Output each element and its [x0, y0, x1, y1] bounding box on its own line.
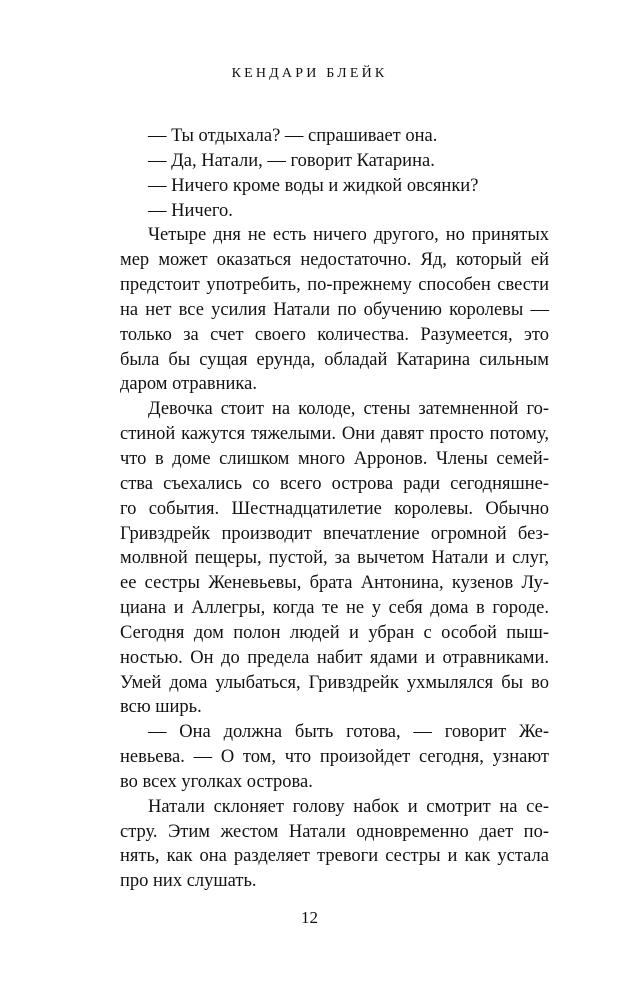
text-line: го события. Шестнадцатилетие королевы. Обычно: [120, 498, 549, 519]
text-line: — Ничего.: [148, 200, 233, 221]
text-line: — Ты отдыхала? — спрашивает она.: [148, 126, 438, 146]
text-line: во всех уголках острова.: [120, 771, 313, 792]
text-line: — Ничего кроме воды и жидкой овсянки?: [148, 175, 479, 196]
text-line: даром отравника.: [120, 374, 257, 395]
text-line: мер может оказаться недостаточно. Яд, который ей: [120, 250, 549, 271]
text-line: что в доме слишком много Арронов. Члены семей-: [120, 448, 549, 469]
page-number: 12: [301, 908, 318, 927]
text-line: была бы сущая ерунда, обладай Катарина сильным: [120, 349, 549, 370]
text-line: Гривздрейк производит впечатление огромной без-: [120, 523, 549, 544]
text-line: невьева. — О том, что произойдет сегодня, узнают: [120, 747, 549, 768]
text-line: про них слушать.: [120, 871, 257, 892]
text-line: молвной пещеры, пустой, за вычетом Натали и слуг,: [120, 548, 549, 569]
text-line: — Она должна быть готова, — говорит Же-: [148, 722, 549, 743]
text-line: Девочка стоит на колоде, стены затемненной го-: [148, 399, 549, 420]
text-line: стиной кажутся тяжелыми. Они давят просто потому,: [120, 424, 549, 445]
text-line: Натали склоняет голову набок и смотрит на се-: [148, 796, 549, 817]
body-text: [120, 124, 549, 894]
text-line: — Да, Натали, — говорит Катарина.: [148, 150, 435, 171]
text-line: Сегодня дом полон людей и убран с особой пыш-: [120, 622, 549, 643]
text-line: только за счет своего количества. Разумеется, это: [120, 324, 549, 345]
text-line: стру. Этим жестом Натали одновременно дает по-: [120, 821, 549, 842]
text-line: ее сестры Женевьевы, брата Антонина, кузенов Лу-: [120, 573, 549, 594]
text-line: ностью. Он до предела набит ядами и отравниками.: [120, 647, 549, 668]
text-line: на нет все усилия Натали по обучению королевы —: [120, 299, 549, 320]
text-line: циана и Аллегры, когда те не у себя дома в городе.: [120, 598, 549, 619]
text-line: предстоит употребить, по-прежнему способен свести: [120, 275, 549, 296]
text-line: Четыре дня не есть ничего другого, но принятых: [148, 225, 549, 246]
text-line: нять, как она разделяет тревоги сестры и как устала: [120, 846, 549, 867]
running-head: КЕНДАРИ БЛЕЙК: [231, 66, 388, 81]
text-line: всю ширь.: [120, 697, 202, 718]
text-line: Умей дома улыбаться, Гривздрейк ухмылялся бы во: [120, 672, 549, 693]
text-line: ства съехались со всего острова ради сегодняшне-: [120, 473, 549, 494]
